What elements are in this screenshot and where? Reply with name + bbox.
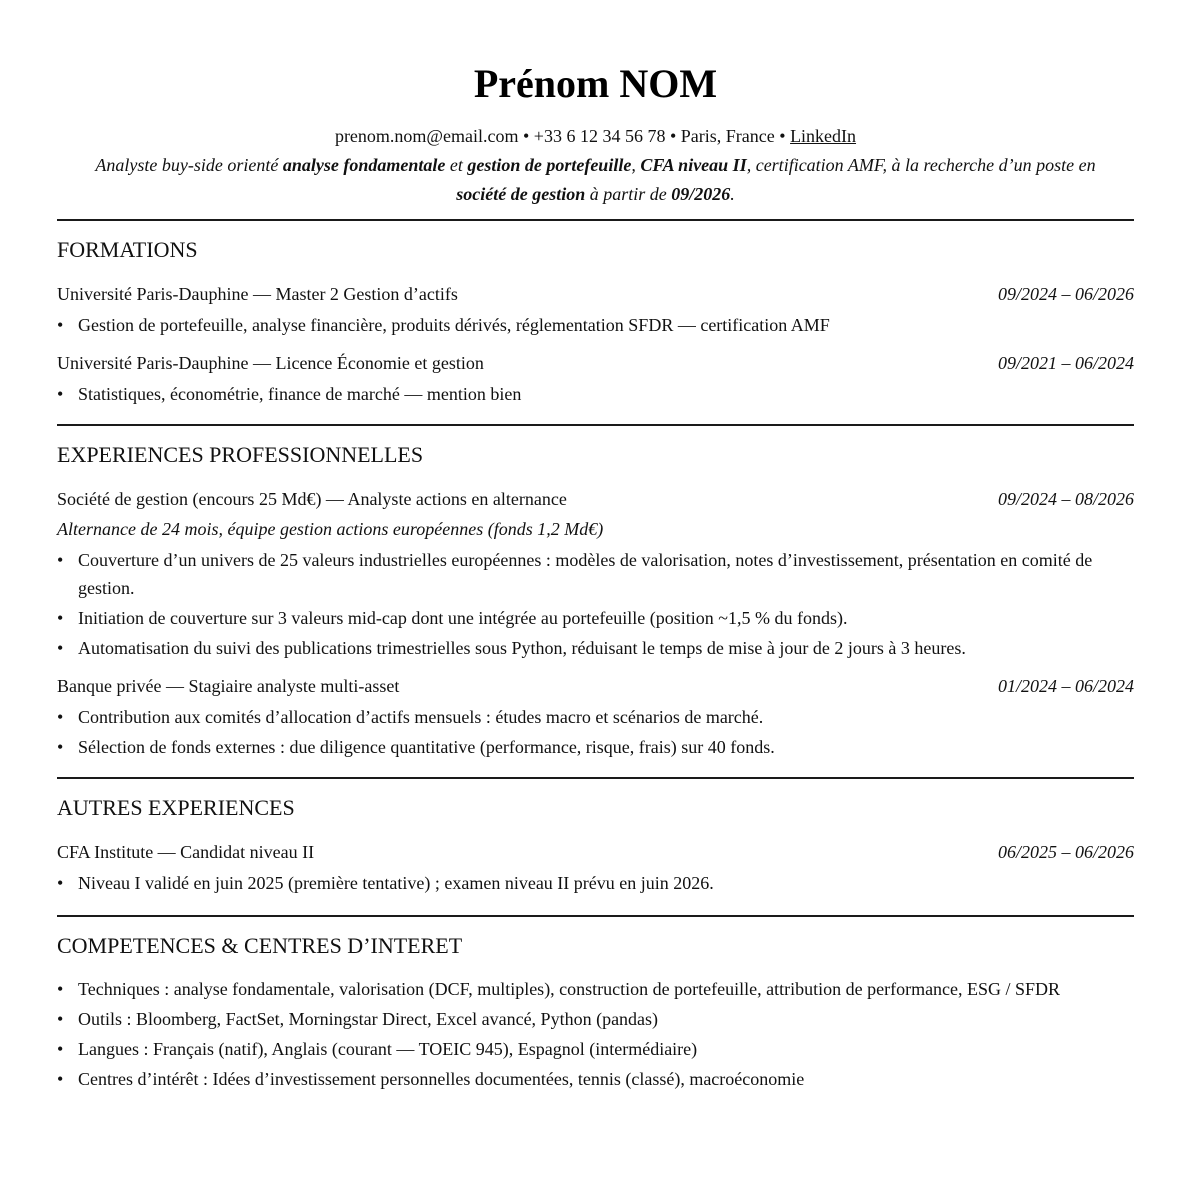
list-item: • Couverture d’un univers de 25 valeurs industrielles européennes : modèles de valorisation, notes d’investissement, présentation en comité de gestion. [57,546,1134,602]
summary-bold: analyse fondamentale [282,155,446,175]
entry-header [57,484,1134,514]
separator: • [774,126,791,146]
entry-dates: 01/2024 – 06/2024 [997,676,1134,696]
summary-text: , [631,155,641,175]
profile-summary [57,151,1134,209]
list-item: • Automatisation du suivi des publications trimestrielles sous Python, réduisant le temps de mise à jour de 2 jours à 3 heures. [57,634,1134,662]
section-title-experiences: EXPERIENCES PROFESSIONNELLES [57,442,424,467]
entry-header [57,348,1134,378]
bullet-list [57,380,1134,408]
entry-header [57,279,1134,309]
bullet-list [57,546,1134,662]
entry-dates: 06/2025 – 06/2026 [997,842,1134,862]
entry-dates: 09/2024 – 08/2026 [997,489,1134,509]
list-item: • Niveau I validé en juin 2025 (première tentative) ; examen niveau II prévu en juin 2026. [57,869,1134,897]
summary-text: Analyste buy-side orienté [95,155,283,175]
summary-text: . [730,184,735,204]
entry-header [57,671,1134,701]
skills-list [57,975,1134,1093]
section-title-formations: FORMATIONS [57,237,198,262]
list-item: • Sélection de fonds externes : due diligence quantitative (performance, risque, frais) sur 40 fonds. [57,733,1134,761]
list-item: • Langues : Français (natif), Anglais (courant — TOEIC 945), Espagnol (intermédiaire) [57,1035,1134,1063]
list-item: • Statistiques, économétrie, finance de marché — mention bien [57,380,1134,408]
summary-bold: gestion de portefeuille [467,155,632,175]
list-item: • Gestion de portefeuille, analyse financière, produits dérivés, réglementation SFDR — certification AMF [57,311,1134,339]
experience-entry [57,671,1134,761]
entry-dates: 09/2021 – 06/2024 [997,353,1134,373]
list-item: • Centres d’intérêt : Idées d’investissement personnelles documentées, tennis (classé), macroéconomie [57,1065,1134,1093]
summary-text: et [445,155,468,175]
location: Paris, France [680,126,775,146]
section-title-autres: AUTRES EXPERIENCES [57,795,295,820]
bullet-list [57,703,1134,761]
separator: • [665,126,681,146]
list-item: • Outils : Bloomberg, FactSet, Morningstar Direct, Excel avancé, Python (pandas) [57,1005,1134,1033]
entry-dates: 09/2024 – 06/2026 [997,284,1134,304]
bullet-list [57,311,1134,339]
summary-bold: 09/2026 [671,184,731,204]
entry-heading: Université Paris-Dauphine — Master 2 Gestion d’actifs [57,284,458,304]
separator: • [518,126,534,146]
candidate-name: Prénom NOM [473,61,718,106]
entry-subtitle: Alternance de 24 mois, équipe gestion actions européennes (fonds 1,2 Md€) [57,519,604,539]
linkedin-link[interactable]: LinkedIn [790,126,857,146]
list-item: • Techniques : analyse fondamentale, valorisation (DCF, multiples), construction de portefeuille, attribution de performance, ESG / SFDR [57,975,1134,1003]
summary-bold: CFA niveau II [640,155,747,175]
section-title-competences: COMPETENCES & CENTRES D’INTERET [57,933,463,958]
experience-entry [57,484,1134,662]
entry-heading: Société de gestion (encours 25 Md€) — Analyste actions en alternance [57,489,567,509]
phone: +33 6 12 34 56 78 [533,126,666,146]
list-item: • Initiation de couverture sur 3 valeurs mid-cap dont une intégrée au portefeuille (position ~1,5 % du fonds). [57,604,1134,632]
section-divider [57,777,1134,779]
other-experience-entry [57,837,1134,897]
email: prenom.nom@email.com [334,126,519,146]
summary-bold: société de gestion [456,184,586,204]
summary-text: à partir de [585,184,672,204]
section-divider [57,424,1134,426]
summary-text: , certification AMF, à la recherche d’un poste en [746,155,1096,175]
education-entry [57,279,1134,339]
bullet-list [57,869,1134,897]
entry-heading: CFA Institute — Candidat niveau II [57,842,315,862]
section-divider [57,915,1134,917]
contact-line [57,122,1134,150]
list-item: • Contribution aux comités d’allocation d’actifs mensuels : études macro et scénarios de marché. [57,703,1134,731]
section-divider [57,219,1134,221]
entry-heading: Université Paris-Dauphine — Licence Économie et gestion [57,353,484,373]
entry-header [57,837,1134,867]
entry-heading: Banque privée — Stagiaire analyste multi-asset [57,676,400,696]
education-entry [57,348,1134,408]
